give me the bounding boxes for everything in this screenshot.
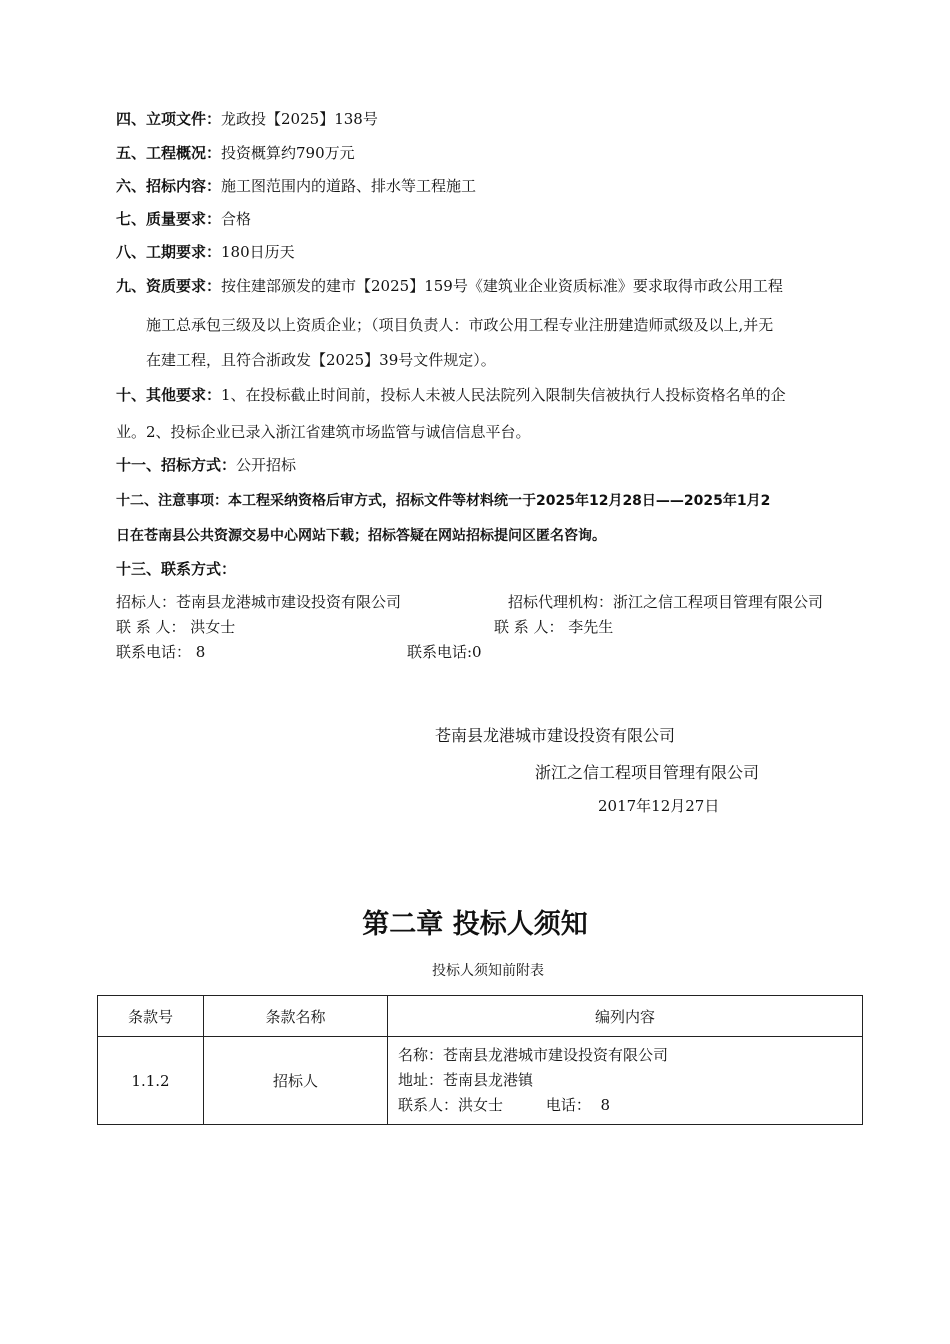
tenderer-name: 名称：苍南县龙港城市建设投资有限公司 — [398, 1046, 669, 1064]
table-row — [98, 1037, 863, 1125]
clause-name: 招标人 — [204, 1037, 388, 1125]
contact-agency: 招标代理机构：浙江之信工程项目管理有限公司 — [508, 593, 824, 611]
item-other: 十、其他要求：1、在投标截止时间前，投标人未被人民法院列入限制失信被执行人投标资格名单的企 — [116, 386, 786, 404]
header-content: 编列内容 — [388, 996, 863, 1037]
item-content: 六、招标内容：施工图范围内的道路、排水等工程施工 — [116, 177, 477, 195]
item-overview: 五、工程概况：投资概算约790万元 — [116, 144, 355, 162]
header-clause-no: 条款号 — [98, 996, 204, 1037]
clause-content — [388, 1037, 863, 1125]
signature-org-2: 浙江之信工程项目管理有限公司 — [535, 763, 760, 782]
contact-tenderer: 招标人：苍南县龙港城市建设投资有限公司 — [116, 593, 402, 611]
tenderer-contact: 联系人：洪女士 电话： 8 — [398, 1096, 610, 1114]
item-quality: 七、质量要求：合格 — [116, 210, 252, 228]
item-method: 十一、招标方式：公开招标 — [116, 456, 297, 474]
notice-line2: 日在苍南县公共资源交易中心网站下载；招标答疑在网站招标提问区匿名咨询。 — [116, 528, 606, 544]
contact-title: 十三、联系方式： — [116, 560, 237, 578]
clause-no: 1.1.2 — [98, 1037, 204, 1125]
item-filing: 四、立项文件：龙政投【2025】138号 — [116, 110, 378, 128]
contact-phone-2: 联系电话:0 — [407, 643, 482, 661]
notice-line1: 十二、注意事项：本工程采纳资格后审方式，招标文件等材料统一于2025年12月28日——2025年1月2 — [116, 493, 771, 509]
tenderer-address: 地址：苍南县龙港镇 — [398, 1071, 534, 1089]
item-duration: 八、工期要求：180日历天 — [116, 243, 295, 261]
contact-person-1: 联 系 人： 洪女士 — [116, 618, 236, 636]
other-line2: 业。2、投标企业已录入浙江省建筑市场监管与诚信信息平台。 — [116, 423, 531, 441]
front-table — [97, 995, 863, 1125]
qualification-line3: 在建工程，且符合浙政发【2025】39号文件规定）。 — [146, 351, 496, 369]
item-qualification: 九、资质要求：按住建部颁发的建市【2025】159号《建筑业企业资质标准》要求取得市政公用工程 — [116, 277, 783, 295]
signature-date: 2017年12月27日 — [598, 797, 720, 815]
table-header-row — [98, 996, 863, 1037]
header-clause-name: 条款名称 — [204, 996, 388, 1037]
chapter-title: 第二章 投标人须知 — [362, 909, 588, 940]
contact-person-2: 联 系 人： 李先生 — [494, 618, 614, 636]
contact-phone-1: 联系电话： 8 — [116, 643, 206, 661]
signature-org-1: 苍南县龙港城市建设投资有限公司 — [435, 726, 676, 745]
qualification-line2: 施工总承包三级及以上资质企业；（项目负责人：市政公用工程专业注册建造师贰级及以上,并无 — [146, 316, 774, 334]
table-caption: 投标人须知前附表 — [432, 963, 544, 979]
